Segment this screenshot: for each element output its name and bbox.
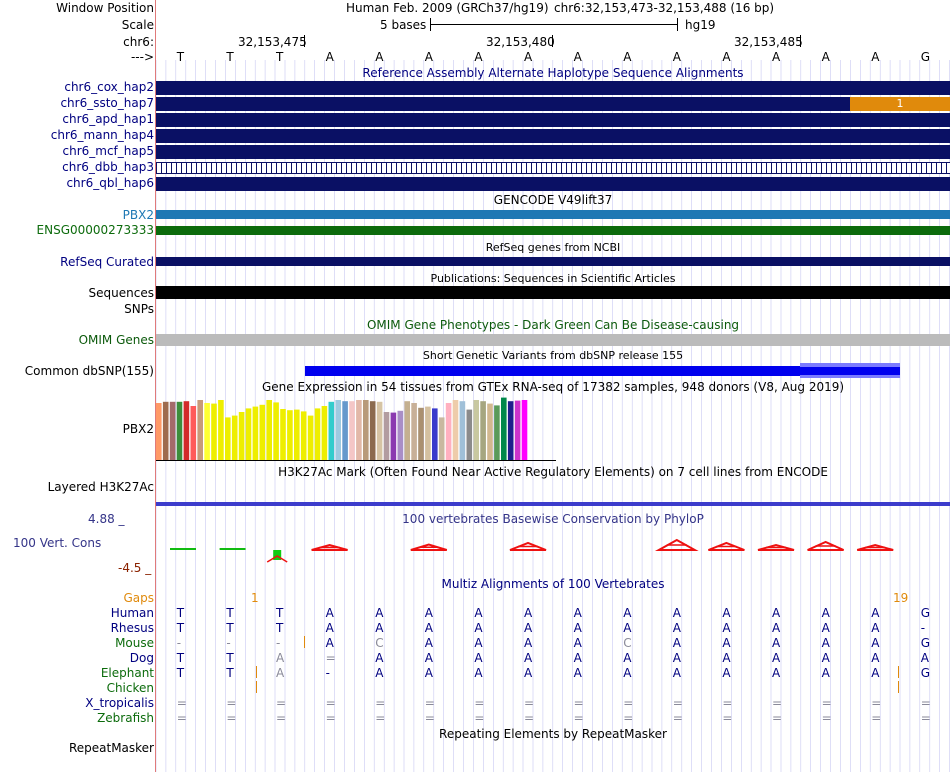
species-base: A	[920, 651, 930, 665]
species-base: A	[276, 651, 285, 665]
species-base: A	[672, 636, 682, 650]
reference-base: A	[821, 50, 830, 64]
species-base: A	[871, 636, 880, 650]
reference-base: A	[424, 50, 434, 64]
species-base: =	[276, 711, 287, 725]
reference-base: A	[672, 50, 682, 64]
species-base: A	[821, 666, 830, 680]
species-base: G	[920, 606, 931, 620]
hap-label-cox[interactable]: chr6_cox_hap2	[64, 80, 154, 94]
gap-count: 19	[893, 591, 909, 605]
species-base: -	[226, 636, 231, 650]
species-base: A	[772, 666, 781, 680]
coord-label: 32,153,485	[734, 35, 803, 49]
species-base: A	[672, 651, 682, 665]
species-label[interactable]: X_tropicalis	[85, 696, 154, 710]
species-base: A	[375, 651, 384, 665]
species-base: =	[176, 711, 187, 725]
species-base: A	[722, 651, 731, 665]
species-base: =	[474, 711, 485, 725]
repeatmasker-track-title[interactable]: Repeating Elements by RepeatMasker	[439, 727, 667, 741]
species-base: T	[176, 651, 185, 665]
refseq-label[interactable]: RefSeq Curated	[60, 255, 154, 269]
hap-label-dbb[interactable]: chr6_dbb_hap3	[62, 160, 154, 174]
species-base: A	[424, 621, 434, 635]
species-base: =	[474, 696, 485, 710]
species-base: A	[871, 666, 880, 680]
reference-base: A	[871, 50, 880, 64]
species-label[interactable]: Chicken	[106, 681, 154, 695]
species-base: =	[524, 696, 535, 710]
h3k27ac-track-title[interactable]: H3K27Ac Mark (Often Found Near Active Regulatory Elements) on 7 cell lines from ENCODE	[278, 465, 828, 479]
species-label[interactable]: Mouse	[115, 636, 154, 650]
species-label[interactable]: Elephant	[100, 666, 154, 680]
species-base: A	[623, 651, 632, 665]
reference-base: A	[772, 50, 781, 64]
reference-base: A	[474, 50, 483, 64]
species-base: A	[722, 621, 731, 635]
species-base: =	[226, 711, 237, 725]
species-base: A	[871, 651, 880, 665]
species-base: A	[276, 666, 285, 680]
window-position-label: Window Position	[56, 1, 154, 15]
reference-base: T	[176, 50, 185, 64]
species-base: A	[722, 606, 731, 620]
species-base: A	[375, 666, 384, 680]
omim-track-title[interactable]: OMIM Gene Phenotypes - Dark Green Can Be Disease-causing	[366, 318, 740, 332]
species-base: -	[176, 636, 182, 650]
species-base: T	[226, 651, 234, 665]
species-base: =	[176, 696, 187, 710]
species-base: A	[524, 636, 533, 650]
reference-base: G	[920, 50, 931, 64]
gene-label-ensg[interactable]: ENSG00000273333	[36, 223, 154, 237]
species-base: =	[573, 711, 584, 725]
species-base: A	[375, 606, 384, 620]
species-base: A	[772, 636, 781, 650]
species-base: A	[474, 606, 483, 620]
species-base: =	[623, 696, 634, 710]
gaps-label[interactable]: Gaps	[123, 591, 154, 605]
species-base: =	[524, 711, 535, 725]
species-base: A	[424, 606, 434, 620]
h3k27ac-label[interactable]: Layered H3K27Ac	[47, 480, 154, 494]
species-base: A	[573, 636, 582, 650]
species-base: =	[573, 696, 584, 710]
species-base: A	[325, 636, 334, 650]
species-base: T	[176, 606, 185, 620]
hap-label-mann[interactable]: chr6_mann_hap4	[50, 128, 154, 142]
species-base: =	[672, 696, 683, 710]
gencode-track-title[interactable]: GENCODE V49lift37	[493, 193, 613, 207]
species-base: =	[325, 711, 336, 725]
species-base: A	[524, 621, 533, 635]
species-base: A	[375, 621, 384, 635]
species-base: G	[920, 636, 931, 650]
species-base: =	[424, 696, 435, 710]
species-base: =	[276, 696, 287, 710]
species-base: =	[821, 696, 832, 710]
hap-label-mcf[interactable]: chr6_mcf_hap5	[62, 144, 154, 158]
multiz-track-title[interactable]: Multiz Alignments of 100 Vertebrates	[441, 577, 665, 591]
species-base: C	[375, 636, 384, 650]
species-base: =	[871, 696, 882, 710]
species-base: T	[226, 606, 234, 620]
species-base: A	[623, 606, 632, 620]
species-label[interactable]: Dog	[129, 651, 154, 665]
species-base: A	[821, 636, 830, 650]
species-base: =	[920, 696, 931, 710]
species-base: A	[722, 666, 731, 680]
species-base: =	[375, 696, 386, 710]
gtex-gene-label[interactable]: PBX2	[122, 422, 154, 436]
species-base: =	[772, 696, 783, 710]
species-base: =	[623, 711, 634, 725]
species-base: A	[474, 651, 483, 665]
hap-label-ssto[interactable]: chr6_ssto_hap7	[60, 96, 154, 110]
hap-label-apd[interactable]: chr6_apd_hap1	[62, 112, 154, 126]
species-base: T	[176, 666, 185, 680]
dbsnp-track-title[interactable]: Short Genetic Variants from dbSNP release 155	[422, 349, 684, 362]
conservation-label[interactable]: 100 Vert. Cons	[13, 536, 102, 550]
scale-assembly: hg19	[685, 18, 716, 32]
species-base: A	[524, 666, 533, 680]
publications-label[interactable]: Sequences	[88, 286, 154, 300]
species-base: =	[722, 696, 733, 710]
species-base: A	[424, 651, 434, 665]
species-base: A	[424, 666, 434, 680]
dbsnp-label[interactable]: Common dbSNP(155)	[24, 364, 154, 378]
snps-label[interactable]: SNPs	[124, 302, 154, 316]
hap-label-qbl[interactable]: chr6_qbl_hap6	[66, 176, 154, 190]
species-base: G	[920, 666, 931, 680]
alt-haplotype-track-title[interactable]: Reference Assembly Alternate Haplotype Sequence Alignments	[362, 66, 744, 80]
chrom-label: chr6:	[123, 35, 154, 49]
species-base: =	[722, 711, 733, 725]
species-base: -	[325, 666, 330, 680]
gap-count: 1	[251, 591, 259, 605]
conservation-track-title[interactable]: 100 vertebrates Basewise Conservation by PhyloP	[402, 512, 704, 526]
species-base: -	[920, 621, 926, 635]
species-base: A	[573, 651, 582, 665]
species-base: T	[276, 621, 284, 635]
species-base: A	[524, 606, 533, 620]
conservation-min-label: -4.5 _	[118, 561, 152, 575]
reference-base: A	[573, 50, 582, 64]
species-base: =	[226, 696, 237, 710]
reference-base: A	[722, 50, 731, 64]
species-label[interactable]: Zebrafish	[97, 711, 154, 725]
species-base: A	[573, 666, 582, 680]
species-label[interactable]: Rhesus	[110, 621, 154, 635]
publications-track-title[interactable]: Publications: Sequences in Scientific Articles	[430, 272, 676, 285]
species-label[interactable]: Human	[110, 606, 154, 620]
omim-label[interactable]: OMIM Genes	[78, 333, 154, 347]
species-base: =	[871, 711, 882, 725]
reference-base: A	[375, 50, 384, 64]
species-base: =	[325, 696, 336, 710]
reference-base: T	[226, 50, 234, 64]
gtex-track-title[interactable]: Gene Expression in 54 tissues from GTEx RNA-seq of 17382 samples, 948 donors (V8, Aug 2019)	[261, 380, 845, 394]
conservation-max-label: 4.88 _	[88, 512, 125, 526]
gene-label-pbx2[interactable]: PBX2	[122, 208, 154, 222]
reference-base: A	[623, 50, 632, 64]
direction-label: --->	[130, 50, 154, 64]
coord-label: 32,153,475	[238, 35, 307, 49]
reference-base: T	[276, 50, 284, 64]
species-base: =	[821, 711, 832, 725]
species-base: A	[623, 621, 632, 635]
species-base: A	[722, 636, 731, 650]
hap-mismatch-block[interactable]: 1	[850, 97, 950, 111]
species-base: T	[276, 606, 284, 620]
species-base: A	[474, 636, 483, 650]
species-base: A	[325, 621, 334, 635]
species-base: A	[672, 606, 682, 620]
species-base: T	[226, 666, 234, 680]
species-base: A	[821, 606, 830, 620]
species-base: A	[623, 666, 632, 680]
species-base: T	[226, 621, 234, 635]
species-base: -	[276, 636, 281, 650]
species-base: =	[325, 651, 336, 665]
species-base: A	[672, 621, 682, 635]
species-base: T	[176, 621, 185, 635]
reference-base: A	[524, 50, 533, 64]
species-base: A	[772, 621, 781, 635]
species-base: A	[524, 651, 533, 665]
species-base: A	[424, 636, 434, 650]
reference-base: A	[325, 50, 334, 64]
repeatmasker-label[interactable]: RepeatMasker	[68, 741, 154, 755]
species-base: C	[623, 636, 632, 650]
scale-label: Scale	[121, 18, 154, 32]
species-base: =	[672, 711, 683, 725]
species-base: A	[871, 606, 880, 620]
species-base: A	[821, 651, 830, 665]
species-base: =	[375, 711, 386, 725]
scale-text: 5 bases	[380, 18, 427, 32]
refseq-track-title[interactable]: RefSeq genes from NCBI	[485, 241, 621, 254]
species-base: A	[573, 606, 582, 620]
species-base: A	[474, 666, 483, 680]
coord-label: 32,153,480	[486, 35, 555, 49]
species-base: A	[325, 606, 334, 620]
species-base: A	[821, 621, 830, 635]
species-base: =	[920, 711, 931, 725]
species-base: A	[871, 621, 880, 635]
species-base: =	[424, 711, 435, 725]
species-base: A	[672, 666, 682, 680]
species-base: A	[772, 606, 781, 620]
species-base: A	[573, 621, 582, 635]
species-base: =	[772, 711, 783, 725]
species-base: A	[474, 621, 483, 635]
species-base: A	[772, 651, 781, 665]
position-text[interactable]: chr6:32,153,473-32,153,488 (16 bp)	[554, 1, 775, 15]
assembly-text[interactable]: Human Feb. 2009 (GRCh37/hg19)	[346, 1, 549, 15]
